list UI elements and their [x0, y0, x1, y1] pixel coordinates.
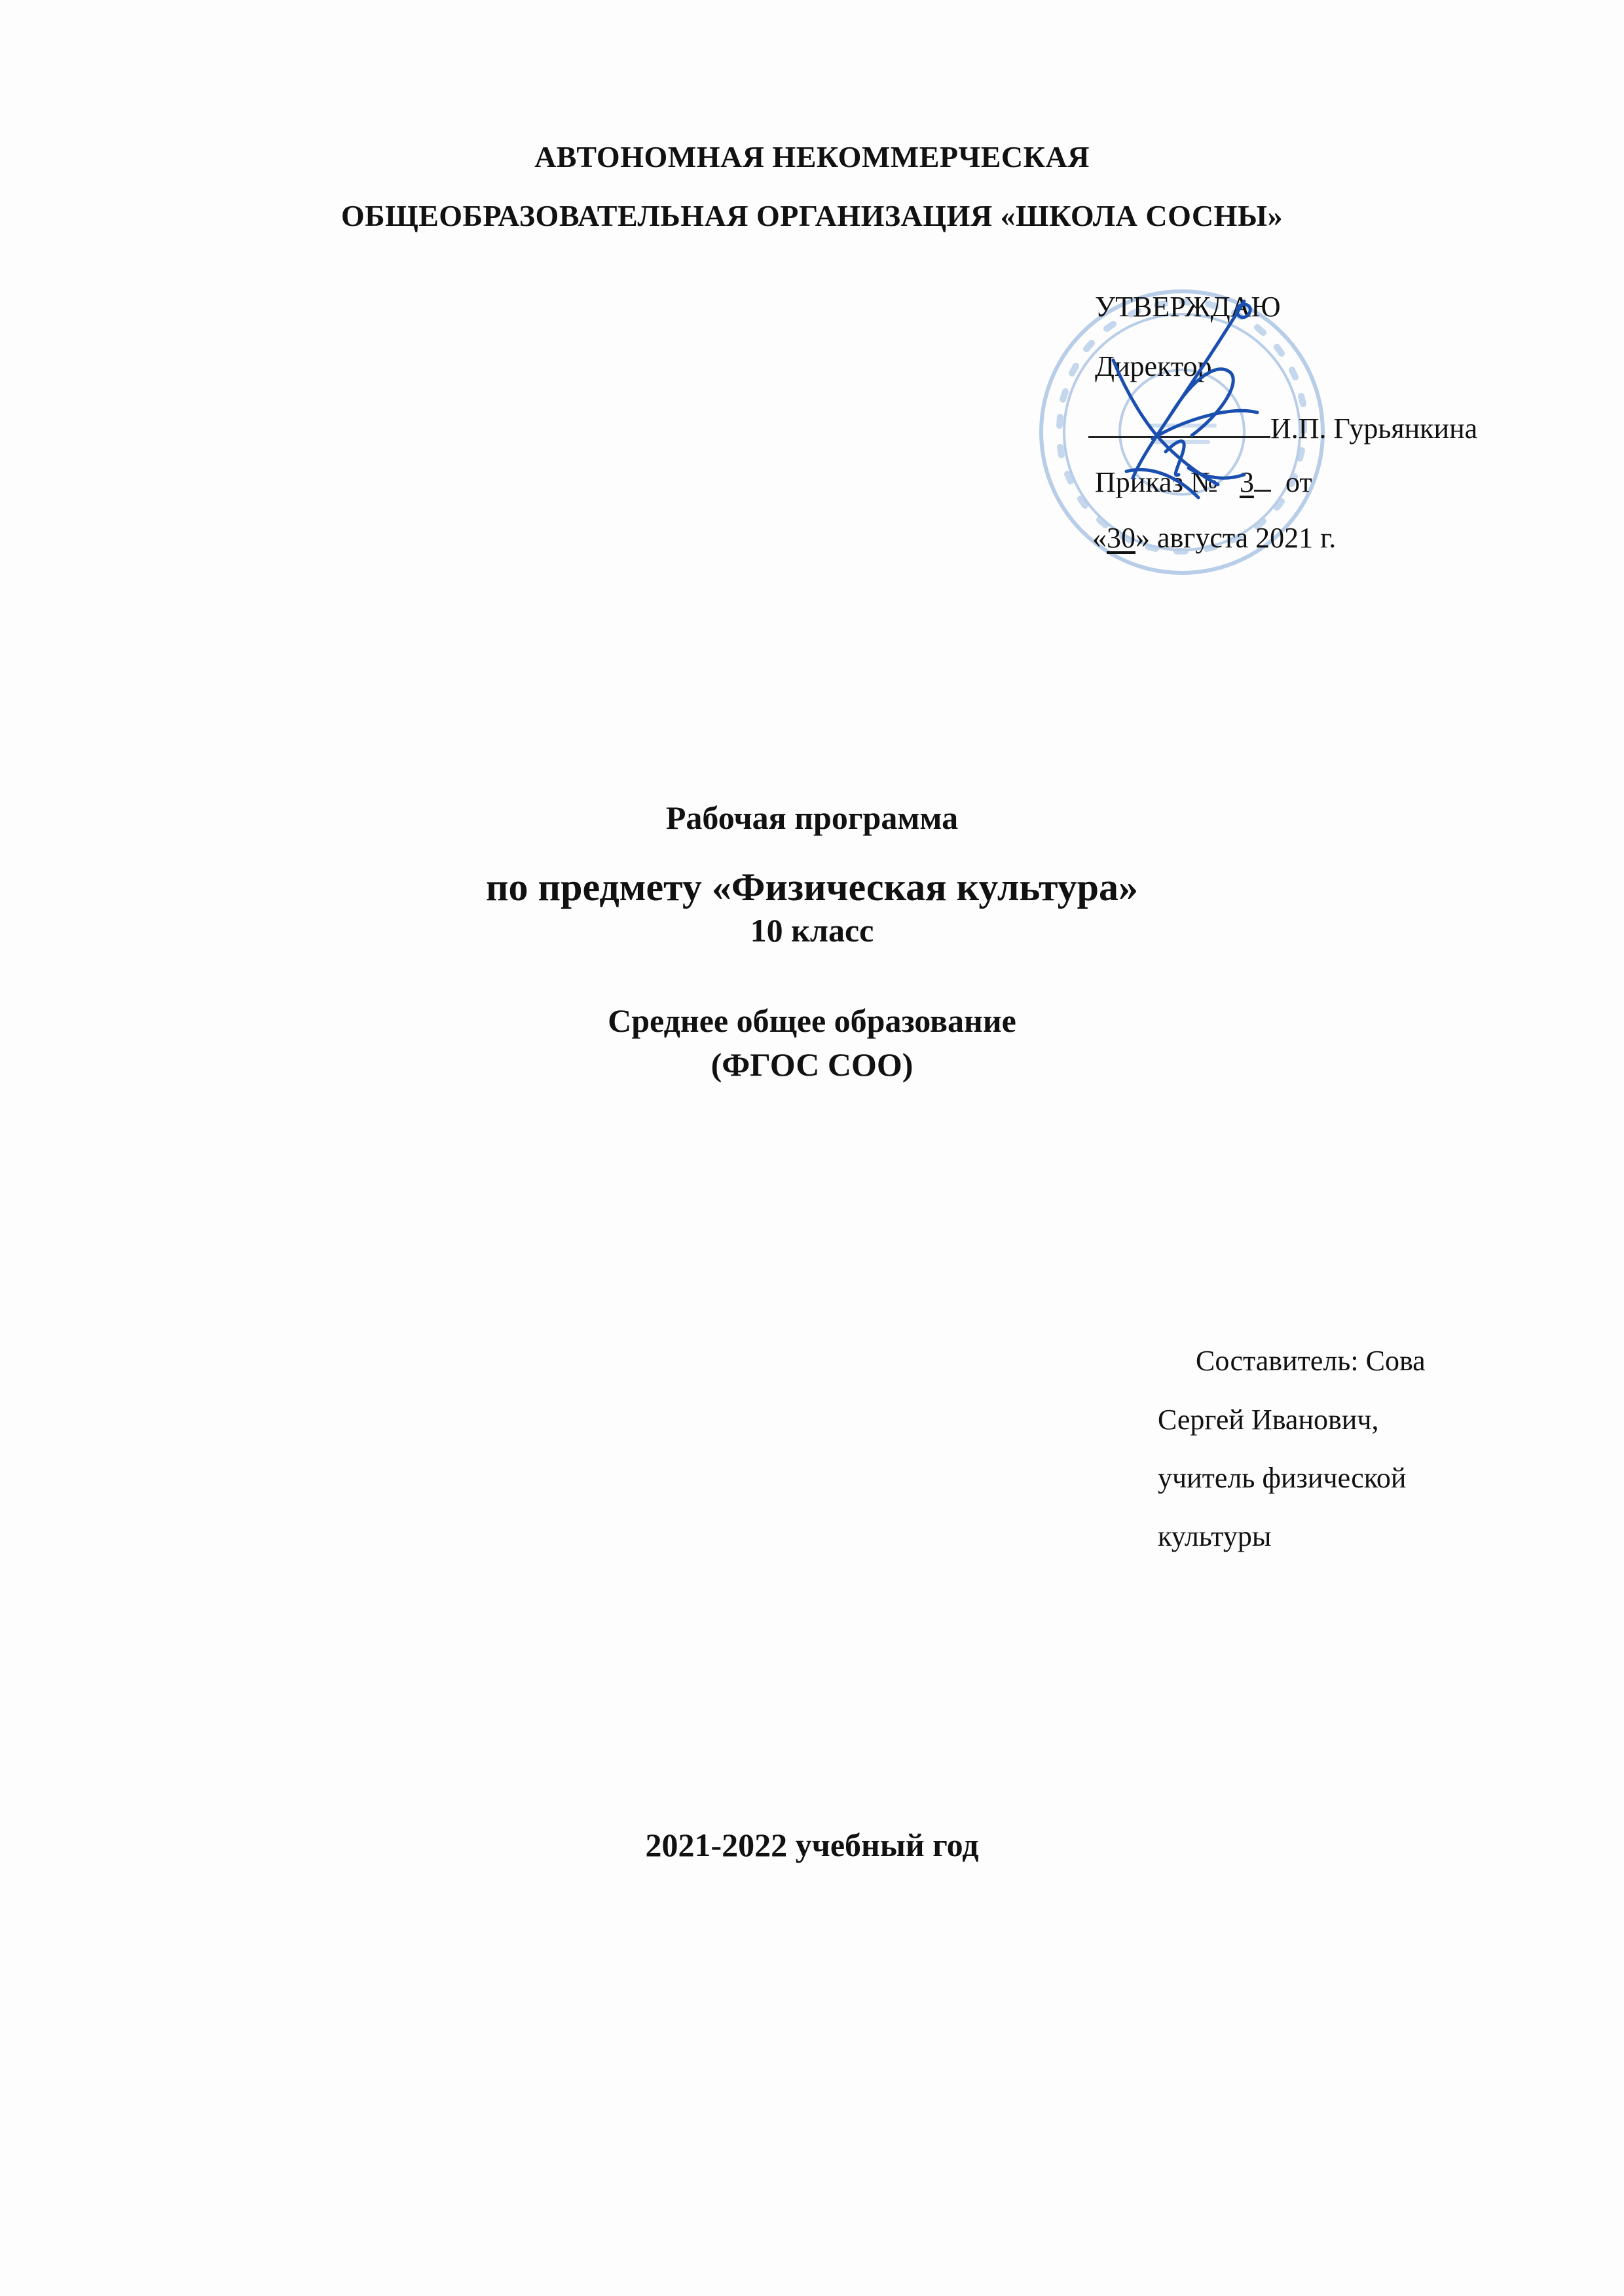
order-number: 3	[1239, 466, 1254, 498]
author-line-4: культуры	[1158, 1520, 1272, 1552]
approval-signatory: И.П. Гурьянкина	[1270, 412, 1478, 445]
program-standard: (ФГОС СОО)	[710, 1046, 913, 1083]
approval-position: Директор	[1095, 350, 1212, 382]
handwritten-signature-icon	[1074, 282, 1349, 556]
date-open-quote: «	[1092, 522, 1107, 554]
program-subject: по предмету «Физическая культура»	[485, 866, 1138, 909]
organization-line-1: АВТОНОМНАЯ НЕКОММЕРЧЕСКАЯ	[534, 140, 1090, 173]
order-prefix: Приказ №	[1095, 466, 1218, 498]
author-line-1: Составитель: Сова	[1196, 1345, 1426, 1377]
program-grade: 10 класс	[750, 912, 874, 949]
date-rest: » августа 2021 г.	[1135, 522, 1337, 554]
approval-heading: УТВЕРЖДАЮ	[1095, 291, 1281, 323]
author-line-2: Сергей Иванович,	[1158, 1404, 1379, 1436]
author-line-3: учитель физической	[1158, 1462, 1407, 1494]
program-title: Рабочая программа	[665, 799, 959, 836]
program-level: Среднее общее образование	[608, 1002, 1016, 1039]
organization-line-2: ОБЩЕОБРАЗОВАТЕЛЬНАЯ ОРГАНИЗАЦИЯ «ШКОЛА СОСНЫ»	[341, 199, 1283, 232]
academic-year: 2021-2022 учебный год	[645, 1827, 979, 1863]
date-day: 30	[1107, 522, 1135, 554]
order-suffix: от	[1285, 466, 1312, 498]
